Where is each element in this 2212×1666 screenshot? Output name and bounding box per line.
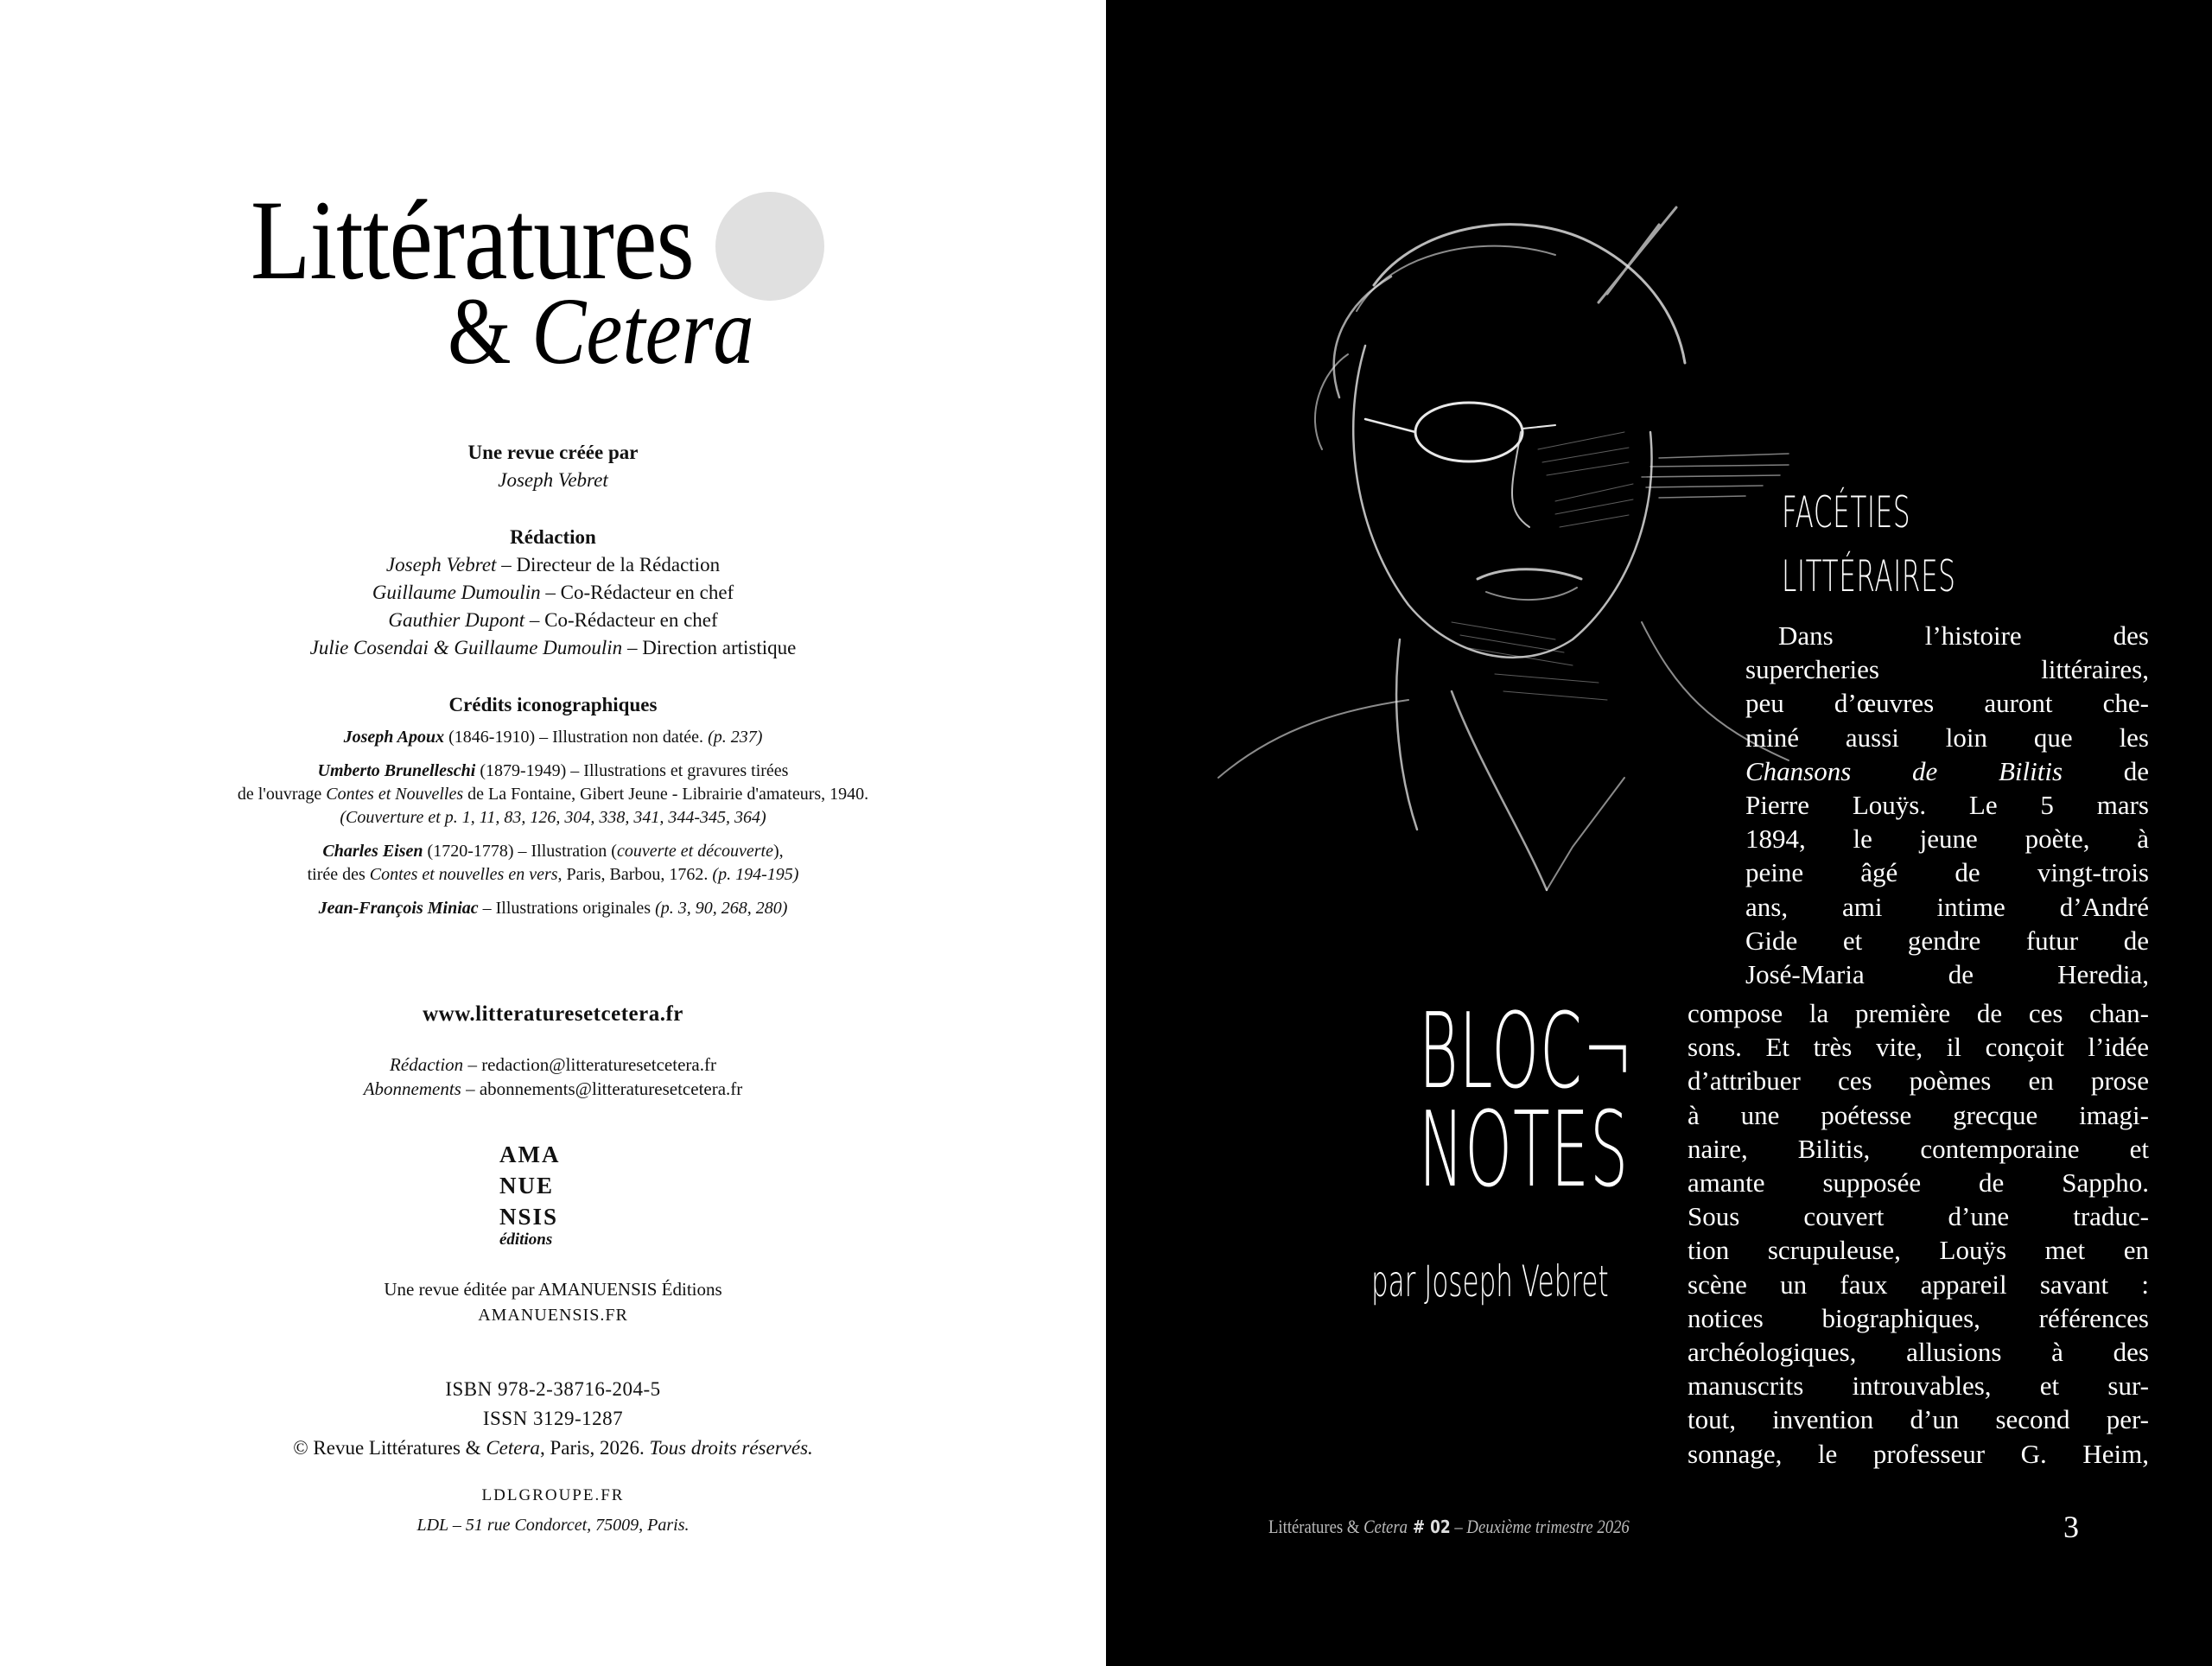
body-line: 1894, le jeune poète, à xyxy=(1745,823,2149,855)
body-line: Sous couvert d’une traduc- xyxy=(1688,1201,2149,1232)
publisher-block xyxy=(86,1276,1020,1328)
body-line: naire, Bilitis, contemporaine et xyxy=(1688,1133,2149,1164)
creator-block xyxy=(86,439,1020,494)
distributor-block xyxy=(86,1481,1020,1540)
body-line: supercheries littéraires, xyxy=(1745,654,2149,685)
body-line: notices biographiques, références xyxy=(1688,1302,2149,1333)
body-line: manuscrits introuvables, et sur- xyxy=(1688,1370,2149,1402)
publisher-text: Une revue éditée par AMANUENSIS Éditions xyxy=(384,1279,722,1300)
column-title-line-2: NOTES xyxy=(1419,1091,1630,1211)
credit-item: Jean-François Miniac – Illustrations originales (p. 3, 90, 268, 280) xyxy=(318,899,788,918)
section-heading-line-1: FACÉTIES xyxy=(1782,487,1911,537)
body-line: Pierre Louÿs. Le 5 mars xyxy=(1745,790,2149,821)
credits-heading: Crédits iconographiques xyxy=(448,694,658,715)
publisher-site-link[interactable]: AMANUENSIS.FR xyxy=(478,1306,628,1325)
article-body-narrow xyxy=(1745,619,2149,991)
page-number: 3 xyxy=(2063,1510,2079,1544)
body-line: Dans l’histoire des xyxy=(1778,620,2149,651)
redaction-member: Gauthier Dupont – Co-Rédacteur en chef xyxy=(388,609,718,631)
body-line: tion scrupuleuse, Louÿs met en xyxy=(1688,1235,2149,1266)
issn: ISSN 3129-1287 xyxy=(482,1408,624,1429)
redaction-member: Joseph Vebret – Directeur de la Rédaction xyxy=(385,554,721,575)
article-byline: par Joseph Vebret xyxy=(1371,1256,1609,1307)
portrait-illustration xyxy=(1192,173,1797,976)
contact-abonnements[interactable]: Abonnements – abonnements@litteraturesetcetera.fr xyxy=(363,1078,743,1099)
redaction-heading: Rédaction xyxy=(510,526,596,548)
body-line: à une poétesse grecque imagi- xyxy=(1688,1099,2149,1130)
contacts-block xyxy=(86,1052,1020,1101)
redaction-member: Guillaume Dumoulin – Co-Rédacteur en chef xyxy=(372,582,734,603)
section-heading-line-2: LITTÉRAIRES xyxy=(1782,551,1956,601)
distributor-address: LDL – 51 rue Condorcet, 75009, Paris. xyxy=(416,1516,690,1535)
body-line: d’attribuer ces poèmes en prose xyxy=(1688,1065,2149,1097)
publisher-logo: AMA NUE NSIS éditions xyxy=(499,1141,561,1249)
body-line: sons. Et très vite, il conçoit l’idée xyxy=(1688,1032,2149,1063)
credit-item: Joseph Apoux (1846-1910) – Illustration non datée. (p. 237) xyxy=(343,728,763,747)
article-body-wide xyxy=(1688,996,2149,1471)
body-line: scène un faux appareil savant : xyxy=(1688,1269,2149,1300)
credit-item: Umberto Brunelleschi (1879-1949) – Illustrations et gravures tirées de l'ouvrage Contes et Nouvelles de La Fontaine, Gibert Jeune - Librairie d'amateurs, 1940. (Couverture et p. 1, 11, 83, 126, 304, 338, 341, 344-345, 364) xyxy=(237,761,869,827)
body-line: Gide et gendre futur de xyxy=(1745,925,2149,956)
redaction-member: Julie Cosendai & Guillaume Dumoulin – Direction artistique xyxy=(309,637,797,658)
credit-item: Charles Eisen (1720-1778) – Illustration (couverte et découverte), tirée des Contes et nouvelles en vers, Paris, Barbou, 1762. (p. 194-195) xyxy=(307,842,799,884)
contact-redaction[interactable]: Rédaction – redaction@litteraturesetcetera.fr xyxy=(390,1054,716,1075)
body-line-italic: Chansons de Bilitis de xyxy=(1745,755,2149,786)
redaction-block xyxy=(86,524,1020,662)
body-line: amante supposée de Sappho. xyxy=(1688,1167,2149,1199)
body-line: tout, invention d’un second per- xyxy=(1688,1404,2149,1435)
masthead-subtitle: & Cetera xyxy=(448,278,754,384)
creator-name: Joseph Vebret xyxy=(498,469,608,491)
isbn: ISBN 978-2-38716-204-5 xyxy=(445,1378,661,1400)
masthead-title: Littératures xyxy=(251,176,694,303)
issue-number: # 02 xyxy=(1407,1517,1451,1537)
website-link[interactable]: www.litteraturesetcetera.fr xyxy=(423,1002,683,1026)
right-page-article xyxy=(1106,0,2212,1666)
body-line: compose la première de ces chan- xyxy=(1688,998,2149,1028)
body-line: peu d’œuvres auront che- xyxy=(1745,688,2149,719)
body-line: peine âgé de vingt-trois xyxy=(1745,857,2149,888)
legal-block xyxy=(86,1375,1020,1463)
creator-label: Une revue créée par xyxy=(467,442,639,463)
body-line: José-Maria de Heredia, xyxy=(1745,959,2149,990)
body-line: ans, ami intime d’André xyxy=(1745,891,2149,922)
body-line: miné aussi loin que les xyxy=(1745,722,2149,753)
running-footer: Littératures & Cetera # 02 – Deuxième trimestre 2026 xyxy=(1268,1516,1630,1537)
distributor-site-link[interactable]: LDLGROUPE.FR xyxy=(481,1486,625,1504)
column-title-line-1: BLOC¬ xyxy=(1419,992,1635,1112)
image-credits-block xyxy=(86,691,1020,931)
copyright: © Revue Littératures & Cetera, Paris, 2026. Tous droits réservés. xyxy=(293,1437,813,1459)
body-line: sonnage, le professeur G. Heim, xyxy=(1688,1438,2149,1469)
body-line: archéologiques, allusions à des xyxy=(1688,1337,2149,1368)
